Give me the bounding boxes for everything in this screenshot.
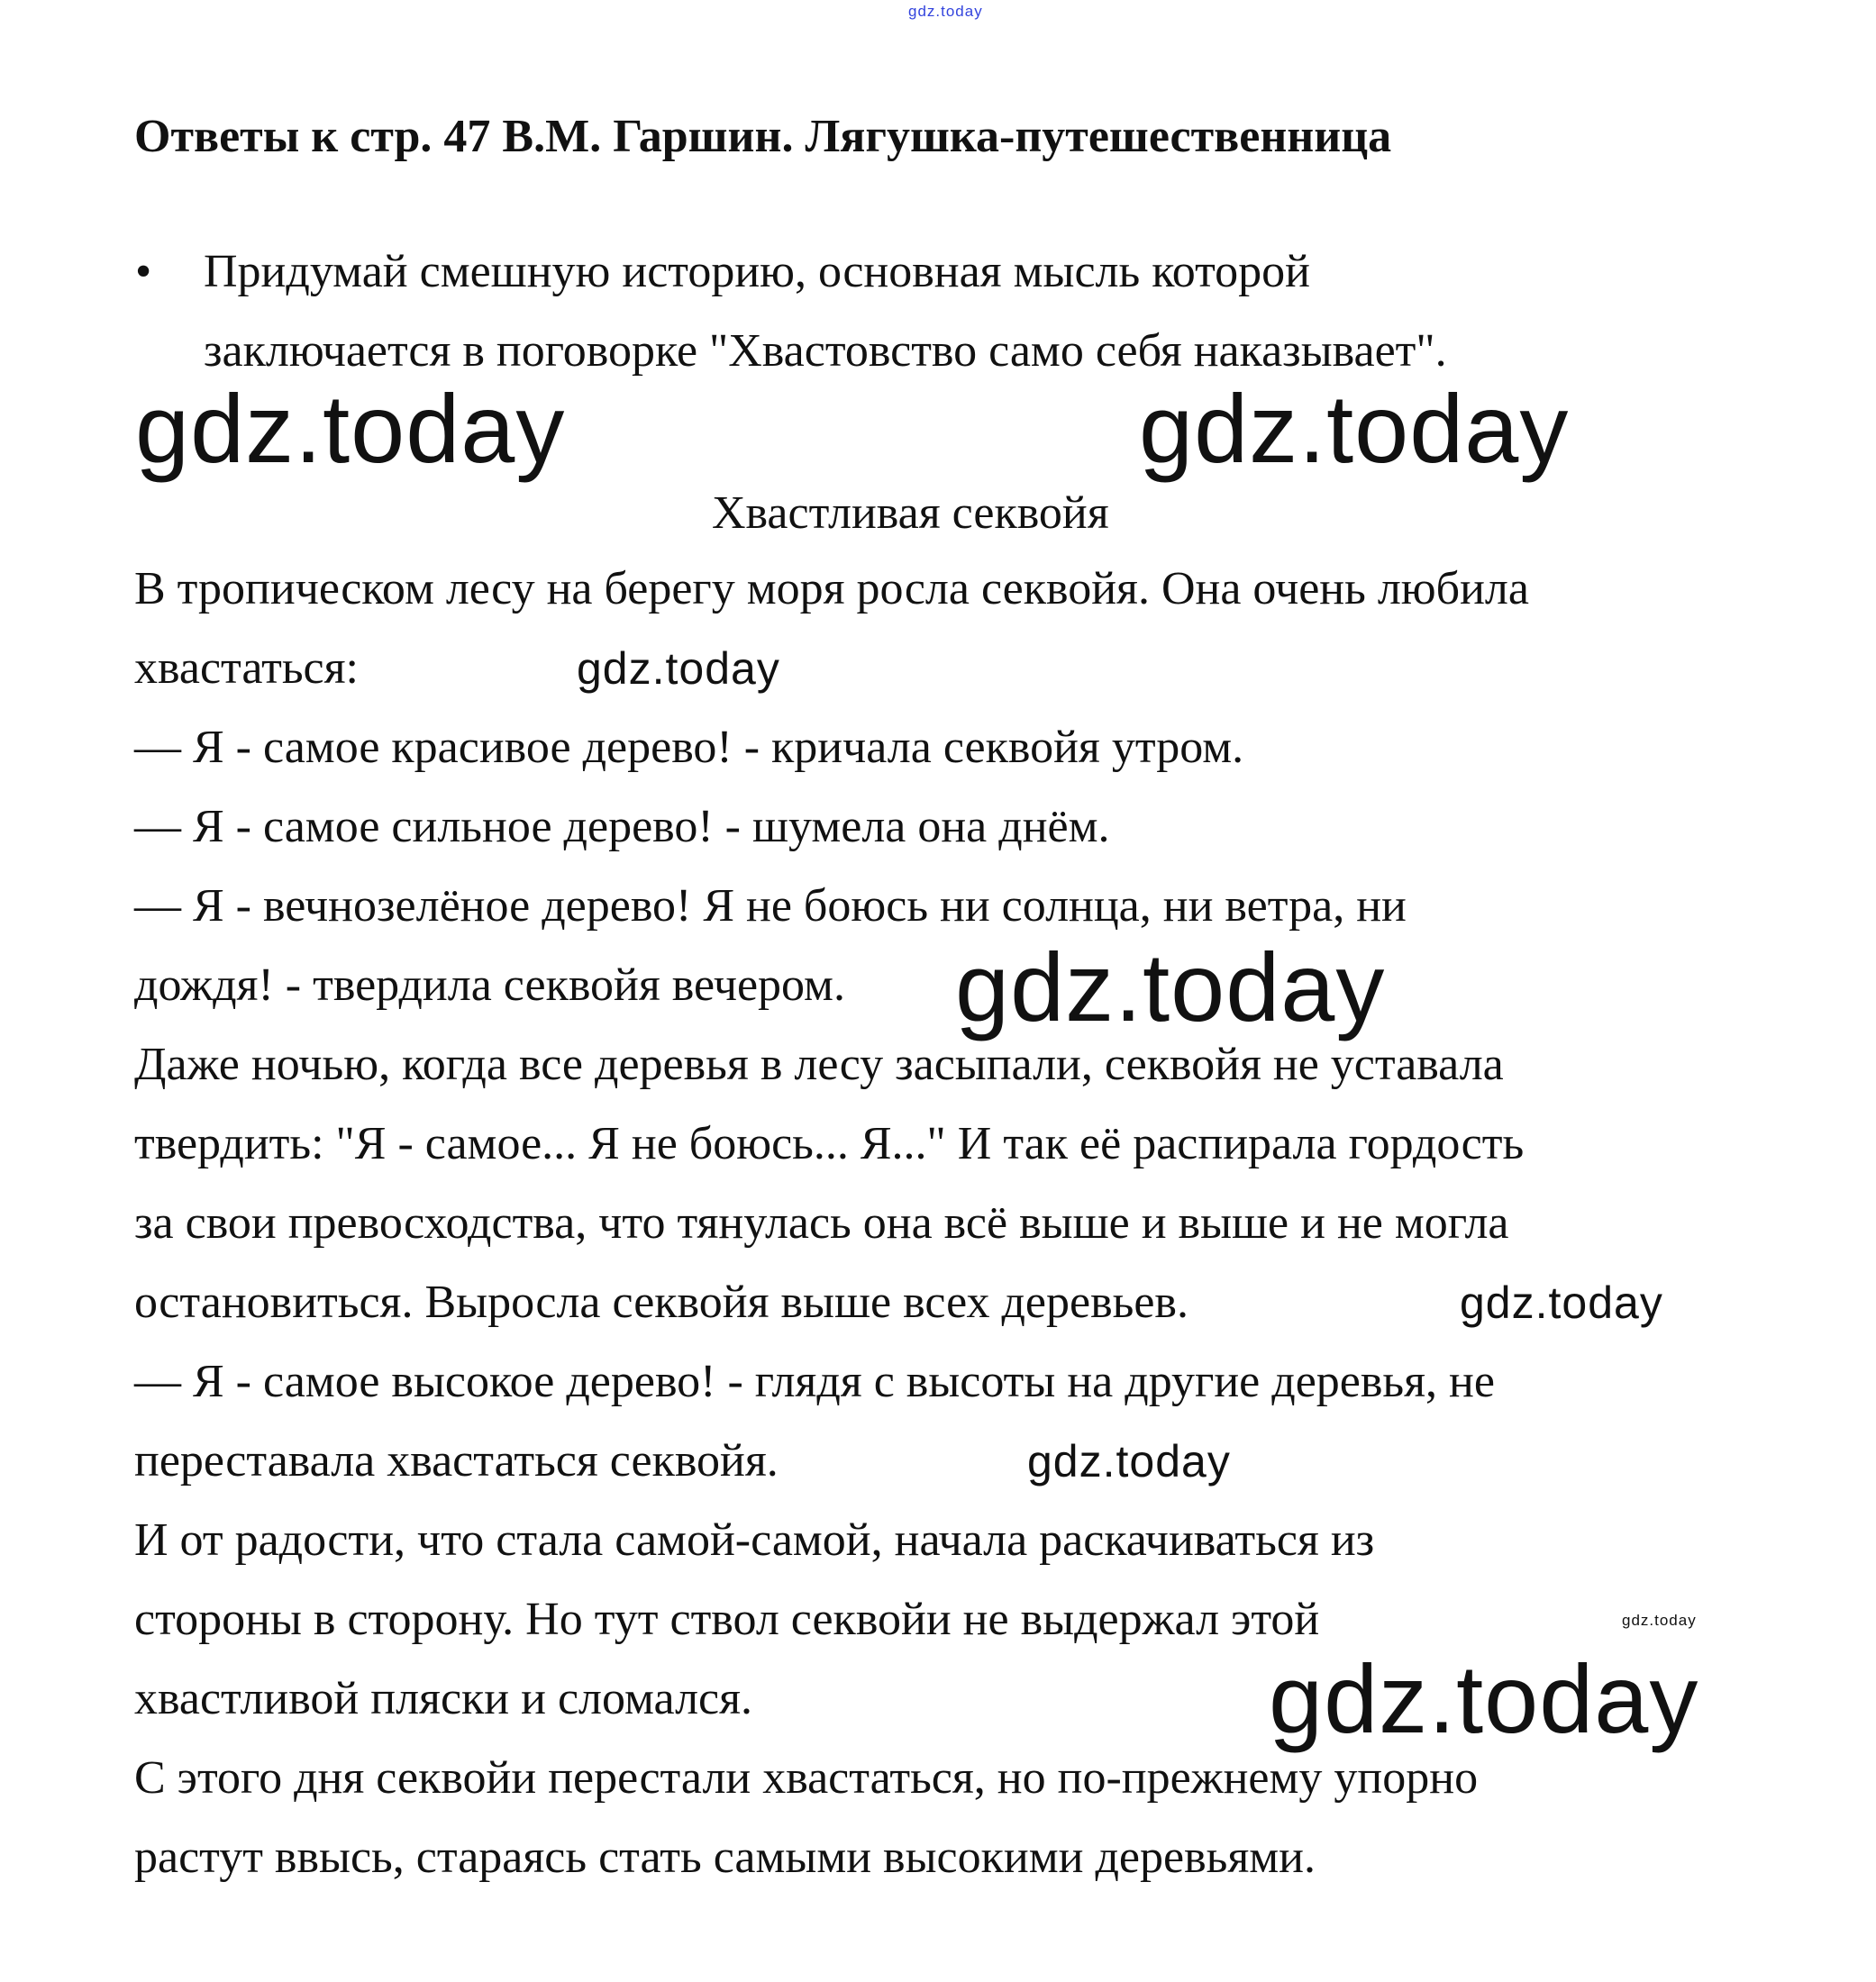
story-line: — Я - самое сильное дерево! - шумела она днём. bbox=[134, 801, 1110, 852]
watermark: gdz.today bbox=[1622, 1612, 1697, 1629]
watermark: gdz.today bbox=[1269, 1644, 1699, 1753]
story-line: — Я - вечнозелёное дерево! Я не боюсь ни солнца, ни ветра, ни bbox=[134, 880, 1407, 932]
story-line: растут ввысь, стараясь стать самыми высокими деревьями. bbox=[134, 1832, 1316, 1883]
story-line: С этого дня секвойи перестали хвастаться, но по-прежнему упорно bbox=[134, 1752, 1479, 1804]
story-line: переставала хвастаться секвойя. bbox=[134, 1435, 779, 1486]
story-line: хвастливой пляски и сломался. bbox=[134, 1673, 753, 1724]
story-line: И от радости, что стала самой-самой, начала раскачиваться из bbox=[134, 1514, 1375, 1566]
watermark: gdz.today bbox=[135, 374, 566, 483]
story-line: Даже ночью, когда все деревья в лесу засыпали, секвойя не уставала bbox=[134, 1039, 1504, 1090]
story-line: — Я - самое высокое дерево! - глядя с высоты на другие деревья, не bbox=[134, 1356, 1495, 1407]
watermark: gdz.today bbox=[955, 932, 1386, 1041]
watermark: gdz.today bbox=[1460, 1277, 1663, 1328]
story-line: остановиться. Выросла секвойя выше всех деревьев. bbox=[134, 1277, 1188, 1328]
story-line: В тропическом лесу на берегу моря росла секвойя. Она очень любила bbox=[134, 563, 1529, 614]
bullet-icon: • bbox=[135, 246, 152, 297]
task-line: заключается в поговорке "Хвастовство само себя наказывает". bbox=[204, 325, 1447, 377]
watermark-top: gdz.today bbox=[908, 3, 983, 20]
story-line: за свои превосходства, что тянулась она всё выше и выше и не могла bbox=[134, 1197, 1509, 1249]
page-title: Ответы к стр. 47 В.М. Гаршин. Лягушка-путешественница bbox=[134, 111, 1392, 162]
story-line: дождя! - твердила секвойя вечером. bbox=[134, 959, 845, 1011]
watermark: gdz.today bbox=[1139, 374, 1570, 483]
story-line: твердить: "Я - самое... Я не боюсь... Я..." И так её распирала гордость bbox=[134, 1118, 1525, 1169]
watermark: gdz.today bbox=[1027, 1436, 1231, 1486]
story-line: — Я - самое красивое дерево! - кричала секвойя утром. bbox=[134, 722, 1244, 773]
watermark: gdz.today bbox=[577, 643, 780, 694]
story-line: стороны в сторону. Но тут ствол секвойи не выдержал этой bbox=[134, 1594, 1320, 1645]
task-line: Придумай смешную историю, основная мысль которой bbox=[204, 246, 1310, 297]
story-heading: Хвастливая секвойя bbox=[712, 487, 1109, 539]
story-line: хвастаться: bbox=[134, 642, 360, 694]
